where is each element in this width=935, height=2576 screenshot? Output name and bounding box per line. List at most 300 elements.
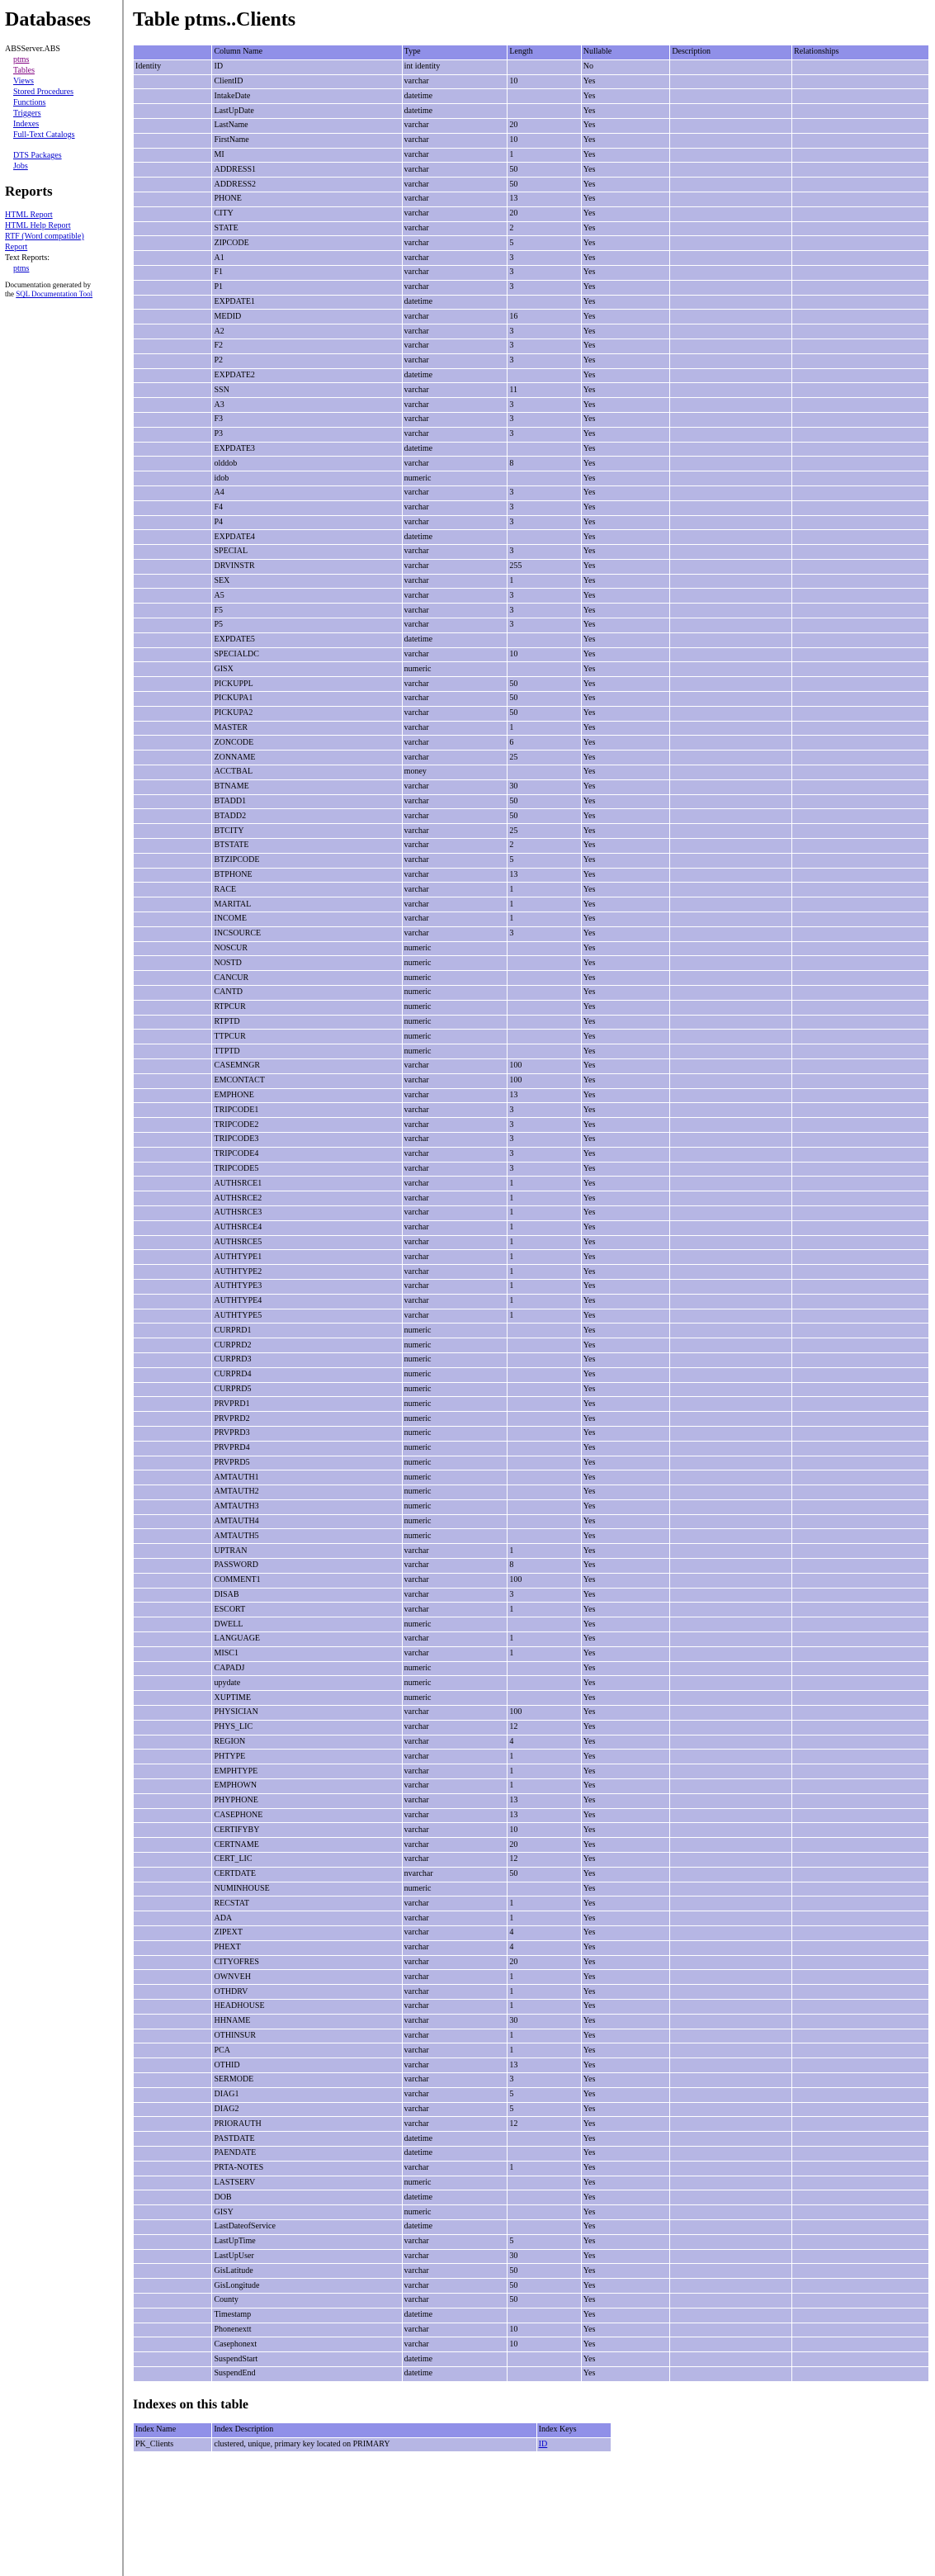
- table-row: [134, 266, 928, 280]
- table-row: [134, 1589, 928, 1603]
- table-cell: datetime: [403, 2190, 508, 2204]
- table-cell: Yes: [582, 222, 670, 236]
- generator-link[interactable]: SQL Documentation Tool: [16, 290, 93, 298]
- table-cell: [670, 662, 791, 676]
- table-cell: [134, 1148, 211, 1162]
- table-cell: [508, 1044, 580, 1058]
- table-cell: [792, 1809, 928, 1823]
- table-cell: AUTHSRCE4: [212, 1221, 401, 1235]
- table-cell: [670, 2162, 791, 2176]
- table-cell: TRIPCODE3: [212, 1133, 401, 1147]
- table-cell: 3: [508, 486, 580, 500]
- table-cell: [134, 471, 211, 485]
- table-cell: [134, 1163, 211, 1177]
- table-cell: 1: [508, 1603, 580, 1617]
- table-cell: HHNAME: [212, 2015, 401, 2029]
- table-cell: ZIPEXT: [212, 1926, 401, 1940]
- table-cell: varchar: [403, 2162, 508, 2176]
- table-cell: [670, 1911, 791, 1925]
- table-cell: [792, 2073, 928, 2087]
- table-cell: [792, 2117, 928, 2131]
- table-cell: varchar: [403, 1103, 508, 1117]
- table-row: [134, 149, 928, 163]
- report-link-1[interactable]: HTML Help Report: [5, 221, 71, 230]
- table-cell: ClientID: [212, 75, 401, 89]
- table-cell: [792, 354, 928, 368]
- table-cell: [508, 1617, 580, 1631]
- table-cell: [792, 1868, 928, 1882]
- table-cell: [508, 1001, 580, 1015]
- table-cell: Yes: [582, 1059, 670, 1073]
- table-cell: 100: [508, 1706, 580, 1720]
- table-cell: varchar: [403, 1206, 508, 1220]
- table-cell: Yes: [582, 1456, 670, 1470]
- table-cell: varchar: [403, 1735, 508, 1750]
- table-cell: [134, 1529, 211, 1543]
- table-cell: [134, 1118, 211, 1132]
- table-cell: ID: [212, 60, 401, 74]
- table-cell: varchar: [403, 1133, 508, 1147]
- table-cell: [792, 1779, 928, 1793]
- index-header: Index Keys: [537, 2423, 611, 2437]
- table-cell: [792, 1735, 928, 1750]
- table-cell: [134, 765, 211, 779]
- table-cell: LastDateofService: [212, 2220, 401, 2234]
- table-cell: Yes: [582, 75, 670, 89]
- text-report-link[interactable]: ptms: [13, 264, 30, 273]
- table-cell: [670, 104, 791, 118]
- table-row: [134, 618, 928, 632]
- table-cell: [670, 134, 791, 148]
- table-row: [134, 1427, 928, 1441]
- table-cell: varchar: [403, 2029, 508, 2043]
- report-link-0[interactable]: HTML Report: [5, 211, 53, 220]
- table-row: [134, 1103, 928, 1117]
- table-cell: 12: [508, 1721, 580, 1735]
- table-cell: ZONNAME: [212, 751, 401, 765]
- table-cell: Yes: [582, 1515, 670, 1529]
- table-cell: Yes: [582, 751, 670, 765]
- table-cell: [792, 942, 928, 956]
- index-cell: [537, 2438, 611, 2452]
- table-cell: [792, 618, 928, 632]
- table-cell: UPTRAN: [212, 1544, 401, 1558]
- table-cell: numeric: [403, 1368, 508, 1382]
- table-cell: 50: [508, 707, 580, 721]
- table-cell: datetime: [403, 2220, 508, 2234]
- sidebar-item-tables[interactable]: Tables: [13, 66, 35, 75]
- table-cell: [508, 2205, 580, 2219]
- table-cell: PRIORAUTH: [212, 2117, 401, 2131]
- table-cell: varchar: [403, 1838, 508, 1852]
- table-cell: 50: [508, 2294, 580, 2308]
- table-cell: [670, 339, 791, 353]
- table-row: [134, 89, 928, 103]
- table-cell: Yes: [582, 398, 670, 412]
- table-cell: [134, 2250, 211, 2264]
- table-cell: varchar: [403, 1941, 508, 1955]
- table-cell: varchar: [403, 589, 508, 603]
- table-cell: 3: [508, 501, 580, 515]
- table-cell: [670, 589, 791, 603]
- table-cell: [792, 1397, 928, 1411]
- table-row: [134, 956, 928, 970]
- table-cell: [792, 1956, 928, 1970]
- table-cell: [670, 1118, 791, 1132]
- table-cell: [508, 2147, 580, 2161]
- table-cell: AUTHTYPE5: [212, 1309, 401, 1324]
- table-cell: datetime: [403, 369, 508, 383]
- column-header: Length: [508, 45, 580, 59]
- table-cell: [792, 222, 928, 236]
- table-cell: [134, 971, 211, 985]
- table-cell: [134, 398, 211, 412]
- table-cell: [670, 545, 791, 559]
- table-cell: [134, 1735, 211, 1750]
- table-cell: 1: [508, 149, 580, 163]
- table-cell: 3: [508, 545, 580, 559]
- table-cell: Yes: [582, 1589, 670, 1603]
- table-cell: [134, 589, 211, 603]
- table-cell: [670, 1309, 791, 1324]
- table-cell: TTPTD: [212, 1044, 401, 1058]
- table-cell: [792, 339, 928, 353]
- table-cell: datetime: [403, 2367, 508, 2381]
- table-cell: Yes: [582, 1133, 670, 1147]
- table-cell: [134, 2117, 211, 2131]
- table-cell: LastUpDate: [212, 104, 401, 118]
- table-cell: [670, 2279, 791, 2293]
- table-cell: [670, 2323, 791, 2337]
- table-cell: Yes: [582, 1970, 670, 1984]
- table-cell: [134, 2029, 211, 2043]
- table-cell: [134, 1236, 211, 1250]
- index-header: Index Description: [212, 2423, 536, 2437]
- table-cell: [134, 1265, 211, 1279]
- table-cell: varchar: [403, 2279, 508, 2293]
- table-row: [134, 986, 928, 1000]
- table-cell: Yes: [582, 1016, 670, 1030]
- table-cell: [670, 1191, 791, 1205]
- table-cell: varchar: [403, 178, 508, 192]
- table-cell: Yes: [582, 2015, 670, 2029]
- table-cell: [134, 1559, 211, 1573]
- table-cell: 3: [508, 428, 580, 442]
- table-cell: varchar: [403, 251, 508, 265]
- table-cell: Yes: [582, 2294, 670, 2308]
- table-cell: [792, 575, 928, 589]
- table-cell: RTPCUR: [212, 1001, 401, 1015]
- table-cell: NUMINHOUSE: [212, 1882, 401, 1896]
- table-cell: [134, 1500, 211, 1514]
- table-cell: Yes: [582, 310, 670, 324]
- sidebar-item-stored-procedures[interactable]: Stored Procedures: [13, 88, 74, 97]
- table-cell: [670, 1970, 791, 1984]
- table-cell: LastUpTime: [212, 2235, 401, 2249]
- table-cell: [508, 1515, 580, 1529]
- table-cell: varchar: [403, 207, 508, 221]
- table-cell: [670, 1295, 791, 1309]
- table-cell: olddob: [212, 457, 401, 471]
- table-cell: varchar: [403, 1956, 508, 1970]
- table-cell: Yes: [582, 1926, 670, 1940]
- table-cell: 3: [508, 1103, 580, 1117]
- table-cell: 1: [508, 1177, 580, 1191]
- table-cell: [792, 2220, 928, 2234]
- table-cell: [792, 869, 928, 883]
- table-cell: varchar: [403, 1647, 508, 1661]
- table-cell: [670, 163, 791, 177]
- table-cell: [670, 486, 791, 500]
- table-cell: AUTHSRCE1: [212, 1177, 401, 1191]
- table-cell: P1: [212, 281, 401, 295]
- table-cell: Phonenextt: [212, 2323, 401, 2337]
- table-cell: [134, 2205, 211, 2219]
- table-cell: [792, 1574, 928, 1588]
- table-cell: [670, 1016, 791, 1030]
- table-row: [134, 839, 928, 853]
- table-cell: [792, 1500, 928, 1514]
- table-row: [134, 2162, 928, 2176]
- table-cell: AUTHSRCE3: [212, 1206, 401, 1220]
- report-link-2[interactable]: RTF (Word compatible): [5, 232, 84, 241]
- table-cell: [134, 1324, 211, 1338]
- table-cell: varchar: [403, 1970, 508, 1984]
- table-cell: [134, 2147, 211, 2161]
- table-row: [134, 1853, 928, 1867]
- table-cell: numeric: [403, 1030, 508, 1044]
- table-cell: datetime: [403, 89, 508, 103]
- table-cell: 3: [508, 589, 580, 603]
- table-row: [134, 134, 928, 148]
- table-cell: EMCONTACT: [212, 1074, 401, 1088]
- table-row: [134, 883, 928, 897]
- table-cell: [670, 1470, 791, 1485]
- table-cell: Yes: [582, 1632, 670, 1646]
- table-cell: Yes: [582, 1941, 670, 1955]
- table-cell: 1: [508, 1544, 580, 1558]
- table-row: [134, 2337, 928, 2351]
- table-cell: Yes: [582, 1177, 670, 1191]
- table-cell: 16: [508, 310, 580, 324]
- table-cell: Yes: [582, 471, 670, 485]
- table-cell: [792, 1926, 928, 1940]
- table-row: [134, 1016, 928, 1030]
- table-cell: [134, 2235, 211, 2249]
- index-key-link[interactable]: ID: [538, 2439, 548, 2449]
- table-row: [134, 1412, 928, 1426]
- table-cell: datetime: [403, 2132, 508, 2146]
- table-cell: [792, 1118, 928, 1132]
- table-cell: [670, 722, 791, 736]
- table-cell: [134, 1764, 211, 1778]
- table-cell: [134, 222, 211, 236]
- table-cell: [670, 251, 791, 265]
- table-cell: Yes: [582, 2162, 670, 2176]
- table-row: [134, 1617, 928, 1631]
- sidebar-item-full-text-catalogs[interactable]: Full-Text Catalogs: [13, 130, 75, 140]
- table-cell: [134, 516, 211, 530]
- sidebar-item-dts-packages[interactable]: DTS Packages: [13, 151, 62, 160]
- table-row: [134, 722, 928, 736]
- db-link[interactable]: ptms: [13, 55, 30, 64]
- table-cell: [792, 1838, 928, 1852]
- table-cell: CASEPHONE: [212, 1809, 401, 1823]
- table-cell: IntakeDate: [212, 89, 401, 103]
- table-cell: [508, 1485, 580, 1499]
- table-row: [134, 1926, 928, 1940]
- table-cell: [134, 1397, 211, 1411]
- table-cell: [670, 1236, 791, 1250]
- table-cell: ADDRESS2: [212, 178, 401, 192]
- table-cell: [792, 1544, 928, 1558]
- table-cell: [508, 2367, 580, 2381]
- table-row: [134, 236, 928, 250]
- table-cell: [792, 516, 928, 530]
- table-cell: PRTA-NOTES: [212, 2162, 401, 2176]
- table-cell: [670, 1485, 791, 1499]
- table-cell: Yes: [582, 354, 670, 368]
- sidebar-item-jobs[interactable]: Jobs: [13, 162, 28, 171]
- table-cell: GISY: [212, 2205, 401, 2219]
- table-cell: [792, 545, 928, 559]
- table-cell: [134, 1368, 211, 1382]
- table-cell: numeric: [403, 1338, 508, 1352]
- table-row: [134, 2235, 928, 2249]
- table-cell: varchar: [403, 2294, 508, 2308]
- table-cell: GisLongitude: [212, 2279, 401, 2293]
- table-cell: [134, 1896, 211, 1911]
- table-cell: [134, 1412, 211, 1426]
- table-cell: [792, 266, 928, 280]
- table-cell: numeric: [403, 1676, 508, 1690]
- table-cell: [670, 869, 791, 883]
- table-row: [134, 471, 928, 485]
- table-cell: varchar: [403, 1896, 508, 1911]
- table-cell: [670, 1809, 791, 1823]
- table-cell: [670, 2058, 791, 2072]
- table-cell: [134, 692, 211, 706]
- table-cell: [792, 795, 928, 809]
- table-row: [134, 2367, 928, 2381]
- columns-table: [133, 45, 929, 2382]
- table-row: [134, 1985, 928, 1999]
- table-cell: Yes: [582, 428, 670, 442]
- sidebar-item-functions[interactable]: Functions: [13, 98, 46, 107]
- table-cell: [792, 1383, 928, 1397]
- table-cell: [792, 1191, 928, 1205]
- table-cell: varchar: [403, 736, 508, 750]
- table-cell: 8: [508, 457, 580, 471]
- report-link-rtf-cont[interactable]: Report: [5, 243, 28, 252]
- table-cell: Yes: [582, 236, 670, 250]
- table-cell: [792, 281, 928, 295]
- table-cell: varchar: [403, 1559, 508, 1573]
- table-cell: CERTIFYBY: [212, 1823, 401, 1837]
- table-cell: Yes: [582, 486, 670, 500]
- table-cell: 1: [508, 2043, 580, 2057]
- table-cell: [670, 236, 791, 250]
- table-cell: PRVPRD4: [212, 1442, 401, 1456]
- table-cell: CURPRD4: [212, 1368, 401, 1382]
- table-cell: ADA: [212, 1911, 401, 1925]
- table-cell: [670, 2000, 791, 2014]
- table-cell: datetime: [403, 2352, 508, 2366]
- table-cell: [792, 604, 928, 618]
- table-cell: Yes: [582, 1089, 670, 1103]
- table-cell: A5: [212, 589, 401, 603]
- table-cell: [792, 912, 928, 926]
- table-cell: Yes: [582, 2176, 670, 2190]
- table-cell: numeric: [403, 1412, 508, 1426]
- table-cell: varchar: [403, 751, 508, 765]
- table-cell: [134, 1001, 211, 1015]
- table-cell: 3: [508, 604, 580, 618]
- table-cell: numeric: [403, 1383, 508, 1397]
- table-cell: [792, 2103, 928, 2117]
- table-cell: INCSOURCE: [212, 927, 401, 941]
- table-cell: [670, 648, 791, 662]
- table-cell: [134, 1383, 211, 1397]
- sidebar-item-triggers[interactable]: Triggers: [13, 109, 41, 118]
- table-row: [134, 2308, 928, 2323]
- table-cell: Yes: [582, 324, 670, 339]
- table-row: [134, 486, 928, 500]
- table-cell: Yes: [582, 1911, 670, 1925]
- table-cell: ESCORT: [212, 1603, 401, 1617]
- table-cell: [134, 1221, 211, 1235]
- table-row: [134, 824, 928, 838]
- table-cell: AUTHTYPE1: [212, 1250, 401, 1264]
- sidebar-item-views[interactable]: Views: [13, 77, 34, 86]
- table-row: [134, 2117, 928, 2131]
- table-cell: Yes: [582, 736, 670, 750]
- table-cell: [134, 927, 211, 941]
- table-row: [134, 751, 928, 765]
- table-cell: [134, 149, 211, 163]
- table-cell: [670, 1750, 791, 1764]
- table-cell: SPECIALDC: [212, 648, 401, 662]
- table-cell: 1: [508, 1280, 580, 1294]
- table-cell: [792, 1250, 928, 1264]
- table-row: [134, 795, 928, 809]
- table-cell: [134, 251, 211, 265]
- table-cell: [792, 296, 928, 310]
- table-cell: AMTAUTH5: [212, 1529, 401, 1543]
- table-cell: [670, 2352, 791, 2366]
- table-row: [134, 1221, 928, 1235]
- table-cell: [670, 75, 791, 89]
- table-cell: [792, 1470, 928, 1485]
- table-row: [134, 2176, 928, 2190]
- table-cell: [134, 428, 211, 442]
- table-cell: 50: [508, 809, 580, 823]
- table-cell: varchar: [403, 839, 508, 853]
- table-cell: [792, 178, 928, 192]
- table-cell: [670, 1456, 791, 1470]
- table-row: [134, 1970, 928, 1984]
- table-cell: datetime: [403, 530, 508, 544]
- sidebar-item-indexes[interactable]: Indexes: [13, 120, 40, 129]
- table-row: [134, 1544, 928, 1558]
- table-cell: [670, 2117, 791, 2131]
- table-cell: 1: [508, 897, 580, 912]
- table-cell: [792, 1044, 928, 1058]
- table-cell: [508, 60, 580, 74]
- table-row: [134, 1383, 928, 1397]
- table-cell: [134, 296, 211, 310]
- table-cell: varchar: [403, 2250, 508, 2264]
